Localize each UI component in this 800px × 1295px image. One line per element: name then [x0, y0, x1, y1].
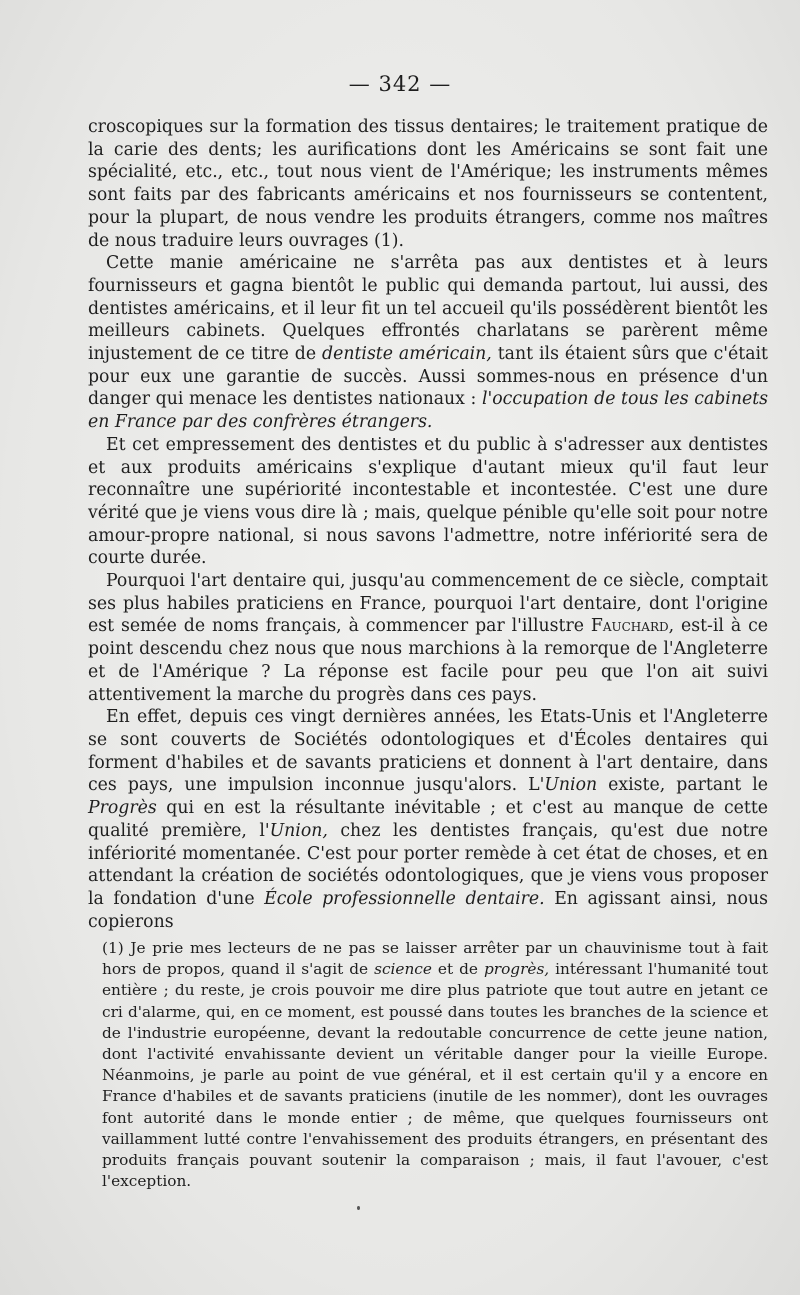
text-run: En agissant ainsi, nous copierons [88, 888, 768, 932]
italic-text-run: Union, [269, 820, 328, 841]
paragraph-2 [88, 252, 768, 434]
text-run: et de [431, 960, 484, 979]
italic-text-run: École professionnelle dentaire. [264, 888, 545, 909]
text-run: , est-il à ce point descendu chez nous que nous marchions à la remorque de l'Angleterre et de l'Amérique ? La réponse est facile pour peu que l'on ait suivi attentivement la marche du progrès dans ces pays. [88, 616, 768, 705]
main-text [88, 116, 768, 933]
footnote [102, 938, 768, 1192]
text-run: Cette manie américaine ne s'arrêta pas aux dentistes et à leurs fournisseurs et gagna bientôt le public qui demanda partout, lui aussi, des dentistes américains, et il leur fit un tel accueil qu'ils possédèrent bientôt les meilleurs cabinets. Quelques effrontés charlatans se parèrent même injustement de ce titre de [88, 253, 768, 365]
italic-text-run: Union [544, 775, 598, 796]
italic-text-run: dentiste américain, [322, 344, 492, 365]
paragraph-5 [88, 706, 768, 933]
text-run: En effet, depuis ces vingt dernières années, les Etats-Unis et l'Angleterre se sont couverts de Sociétés odontologiques et d'Écoles dentaires qui forment d'habiles et de savants praticiens et donnent à l'art dentaire, dans ces pays, une impulsion inconnue jusqu'alors. L' [88, 707, 768, 796]
text-run: tant ils étaient sûrs que c'était pour eux une garantie de succès. Aussi sommes-nous en présence d'un danger qui menace les dentistes nationaux : [88, 344, 768, 410]
text-run: (1) Je prie mes lecteurs de ne pas se laisser arrêter par un chauvinisme tout à fait hors de propos, quand il s'agit de [102, 939, 768, 979]
italic-text-run: Progrès [88, 798, 157, 819]
text-run: Et cet empressement des dentistes et du public à s'adresser aux dentistes et aux produits américains s'explique d'autant mieux qu'il faut leur reconnaître une supériorité incontestable et incontestée. C'est une dure vérité que je viens vous dire là ; mais, quelque pénible qu'elle soit pour notre amour-propre national, si nous savons l'admettre, notre infériorité sera de courte durée. [88, 434, 768, 569]
page-number: — 342 — [348, 72, 452, 96]
text-run: intéressant l'humanité tout entière ; du reste, je crois pouvoir me dire plus patriote que tout autre en jetant ce cri d'alarme, qui, en ce moment, est poussé dans toutes les branches de la science et de l'industrie européenne, devant la redoutable concurrence de cette jeune nation, dont l'activité envahissante devient un véritable danger pour la vieille Europe. Néanmoins, je parle au point de vue général, et il est certain qu'il y a encore en France d'habiles et de savants praticiens (inutile de les nommer), dont les ouvrages font autorité dans le monde entier ; de même, que quelques fournisseurs ont vaillamment lutté contre l'envahissement des produits étrangers, en présentant des produits français pouvant soutenir la comparaison ; mais, il faut l'avouer, c'est l'exception. [102, 960, 768, 1191]
italic-text-run: l'occupation de tous les cabinets en France par des confrères étrangers. [88, 389, 769, 433]
text-run: Pourquoi l'art dentaire qui, jusqu'au commencement de ce siècle, comptait ses plus habiles praticiens en France, pourquoi l'art dentaire, dont l'origine est semée de noms français, à commencer par l'illustre [88, 571, 768, 637]
ink-speck [357, 1206, 360, 1210]
text-run: qui en est la résultante inévitable ; et c'est au manque de cette qualité première, l' [88, 798, 768, 841]
text-run: chez les dentistes français, qu'est due notre infériorité momentanée. C'est pour porter remède à cet état de choses, et en attendant la création de sociétés odontologiques, que je viens vous proposer la fondation d'une [88, 820, 768, 909]
paragraph-4 [88, 570, 768, 706]
text-run: existe, partant le [597, 775, 769, 796]
paragraph-3 [88, 434, 768, 570]
italic-text-run: progrès, [483, 960, 550, 979]
footnote-text [102, 938, 768, 1192]
paragraph-1 [88, 116, 768, 252]
smallcaps-text-run: Fauchard [590, 616, 669, 637]
italic-text-run: science [374, 960, 432, 979]
text-run: croscopiques sur la formation des tissus dentaires; le traitement pratique de la carie des dents; les aurifications dont les Américains se sont fait une spécialité, etc., etc., tout nous vient de l'Amérique; les instruments mêmes sont faits par des fabricants américains et nos fournisseurs se contentent, pour la plupart, de nous vendre les produits étrangers, comme nos maîtres de nous traduire leurs ouvrages (1). [88, 117, 768, 251]
